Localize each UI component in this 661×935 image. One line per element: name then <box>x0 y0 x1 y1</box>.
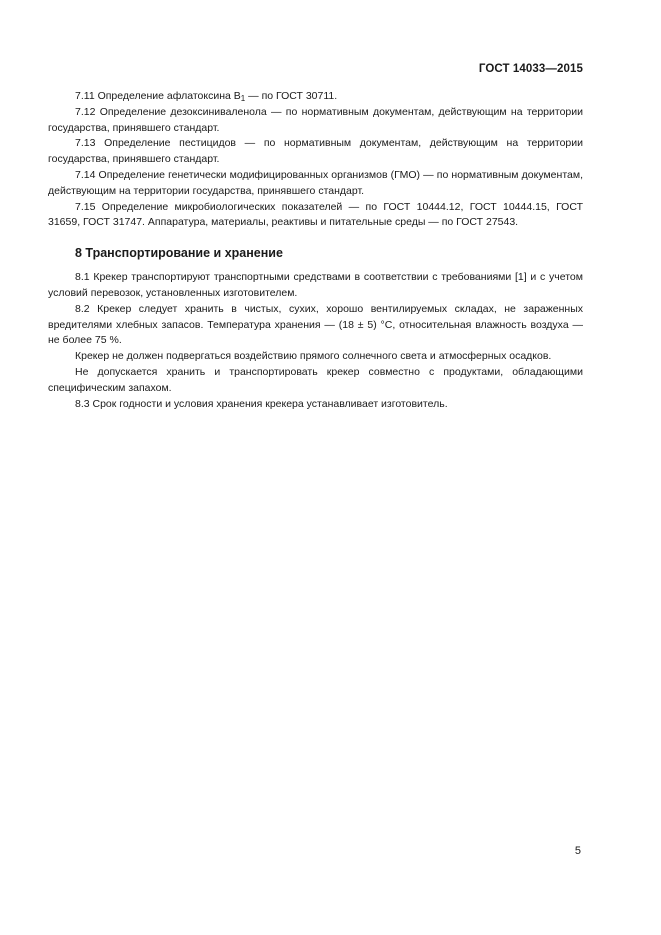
clause-7-13: 7.13 Определение пестицидов — по нормативным документам, действующим на территории государства, принявшего стандарт. <box>48 137 583 166</box>
clause-8-1: 8.1 Крекер транспортируют транспортными средствами в соответствии с требованиями [1] и с учетом условий перевозок, установленных изготовителем. <box>48 271 583 299</box>
clause-7-15: 7.15 Определение микробиологических показателей — по ГОСТ 10444.12, ГОСТ 10444.15, ГОСТ 31659, ГОСТ 31747. Аппаратура, материалы, реактивы и питательные среды — по ГОСТ 27543. <box>48 200 583 229</box>
clause-7-11-ref: — по ГОСТ 30711. <box>245 90 338 102</box>
section-8-body <box>48 270 583 412</box>
clause-8-2: 8.2 Крекер следует хранить в чистых, сухих, хорошо вентилируемых складах, не зараженных вредителями хлебных запасов. Температура хранения — (18 ± 5) °С, относительная влажность воздуха — не более 75 %. <box>48 302 583 347</box>
section-8-heading: 8 Транспортирование и хранение <box>75 246 283 261</box>
page-number: 5 <box>574 845 581 857</box>
clause-8-2-odor: Не допускается хранить и транспортировать крекер совместно с продуктами, обладающими специфическим запахом. <box>48 365 583 394</box>
page-content <box>48 89 583 412</box>
clause-8-2-sunlight: Крекер не должен подвергаться воздействию прямого солнечного света и атмосферных осадков. <box>75 350 552 363</box>
clause-7-12: 7.12 Определение дезоксиниваленола — по нормативным документам, действующим на территории государства, принявшего стандарт. <box>48 105 583 134</box>
clause-7-11-subscript: 1 <box>240 94 246 103</box>
section-7-items <box>48 89 583 231</box>
document-id-header: ГОСТ 14033—2015 <box>478 63 583 75</box>
clause-7-11 <box>48 89 583 105</box>
clause-7-11-text: 7.11 Определение афлатоксина В <box>75 90 241 102</box>
clause-7-14: 7.14 Определение генетически модифицированных организмов (ГМО) — по нормативным документам, действующим на территории государства, принявшего стандарт. <box>48 168 583 197</box>
clause-8-3: 8.3 Срок годности и условия хранения крекера устанавливает изготовитель. <box>75 397 448 410</box>
